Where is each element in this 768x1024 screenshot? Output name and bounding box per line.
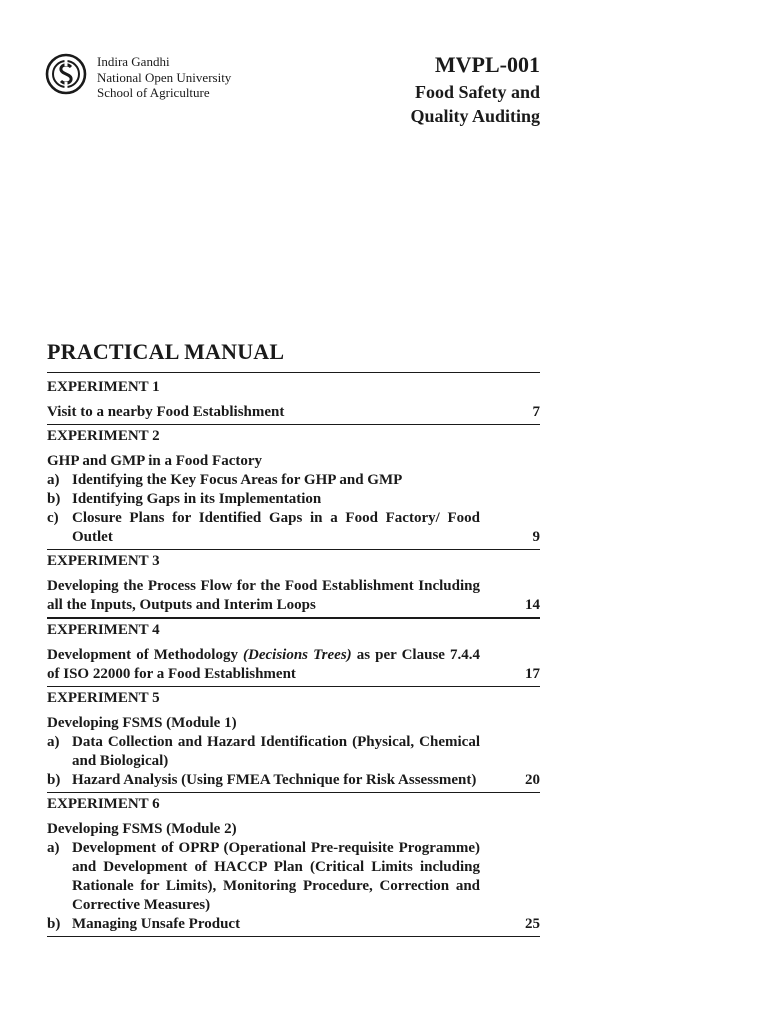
item-text: Data Collection and Hazard Identification (Physical, Chemical and Biological) — [72, 734, 480, 769]
item-text: Identifying the Key Focus Areas for GHP and GMP — [72, 472, 403, 488]
experiment-heading: EXPERIMENT 2 — [47, 428, 160, 444]
experiment-5-entry — [47, 687, 540, 793]
university-line: National Open University — [97, 69, 232, 85]
experiment-body — [47, 397, 540, 424]
table-of-contents — [47, 376, 540, 937]
title-part: Development of Methodology — [47, 647, 244, 663]
experiment-heading: EXPERIMENT 1 — [47, 379, 160, 395]
school-line: School of Agriculture — [97, 85, 210, 100]
page-number: 9 — [532, 529, 540, 545]
experiment-title: Developing the Process Flow for the Food Establishment Including all the Inputs, Outputs and Interim Loops — [47, 578, 480, 613]
item-text: Identifying Gaps in its Implementation — [72, 491, 322, 507]
item-text: Closure Plans for Identified Gaps in a Food Factory/ Food Outlet — [72, 510, 480, 545]
page-number: 20 — [525, 772, 540, 788]
experiment-body — [47, 446, 540, 549]
experiment-body — [47, 814, 540, 936]
experiment-heading: EXPERIMENT 5 — [47, 690, 160, 706]
list-item — [47, 771, 480, 790]
item-label: a) — [47, 472, 60, 488]
item-label: b) — [47, 772, 61, 788]
course-title-line: Quality Auditing — [410, 106, 540, 126]
item-text: Managing Unsafe Product — [72, 916, 241, 932]
title-part: as per Clause 7.4.4 of ISO 22000 for a Food Establishment — [47, 647, 480, 682]
experiment-body — [47, 571, 540, 617]
university-name — [97, 54, 231, 101]
experiment-body — [47, 640, 540, 686]
page-number: 14 — [525, 597, 540, 613]
page-number: 7 — [532, 404, 540, 420]
experiment-title: Developing FSMS (Module 1) — [47, 715, 237, 731]
item-label: b) — [47, 916, 61, 932]
experiment-body — [47, 708, 540, 792]
list-item — [47, 509, 480, 547]
item-text: Development of OPRP (Operational Pre-requisite Programme) and Development of HACCP Plan (Critical Limits including Rationale for Limits), Monitoring Procedure, Correction and Corrective Measures) — [72, 840, 480, 913]
page-number: 25 — [525, 916, 540, 932]
list-item — [47, 471, 480, 490]
item-text: Hazard Analysis (Using FMEA Technique for Risk Assessment) — [72, 772, 477, 788]
document-header — [45, 50, 540, 130]
course-code: MVPL-001 — [434, 52, 540, 77]
experiment-title — [47, 646, 480, 684]
experiment-title: GHP and GMP in a Food Factory — [47, 453, 263, 469]
experiment-3-entry — [47, 550, 540, 619]
university-line: Indira Gandhi — [97, 54, 170, 69]
experiment-heading: EXPERIMENT 4 — [47, 622, 160, 638]
item-label: a) — [47, 840, 60, 856]
list-item — [47, 839, 480, 915]
course-title — [410, 80, 540, 128]
experiment-title: Visit to a nearby Food Establishment — [47, 404, 285, 420]
experiment-2-entry — [47, 425, 540, 550]
item-label: a) — [47, 734, 60, 750]
experiment-6-entry — [47, 793, 540, 937]
list-item — [47, 733, 480, 771]
ignou-logo-icon — [45, 53, 87, 95]
experiment-heading: EXPERIMENT 6 — [47, 796, 160, 812]
title-rule — [47, 372, 540, 373]
course-title-line: Food Safety and — [414, 82, 540, 102]
experiment-title: Developing FSMS (Module 2) — [47, 821, 237, 837]
list-item — [47, 490, 480, 509]
title-italic-part: (Decisions Trees) — [243, 647, 352, 663]
page-number: 17 — [525, 666, 540, 682]
experiment-heading: EXPERIMENT 3 — [47, 553, 160, 569]
experiment-4-entry — [47, 619, 540, 687]
experiment-1-entry — [47, 376, 540, 425]
manual-title: PRACTICAL MANUAL — [47, 339, 285, 364]
list-item — [47, 915, 480, 934]
item-label: b) — [47, 491, 61, 507]
item-label: c) — [47, 510, 59, 526]
